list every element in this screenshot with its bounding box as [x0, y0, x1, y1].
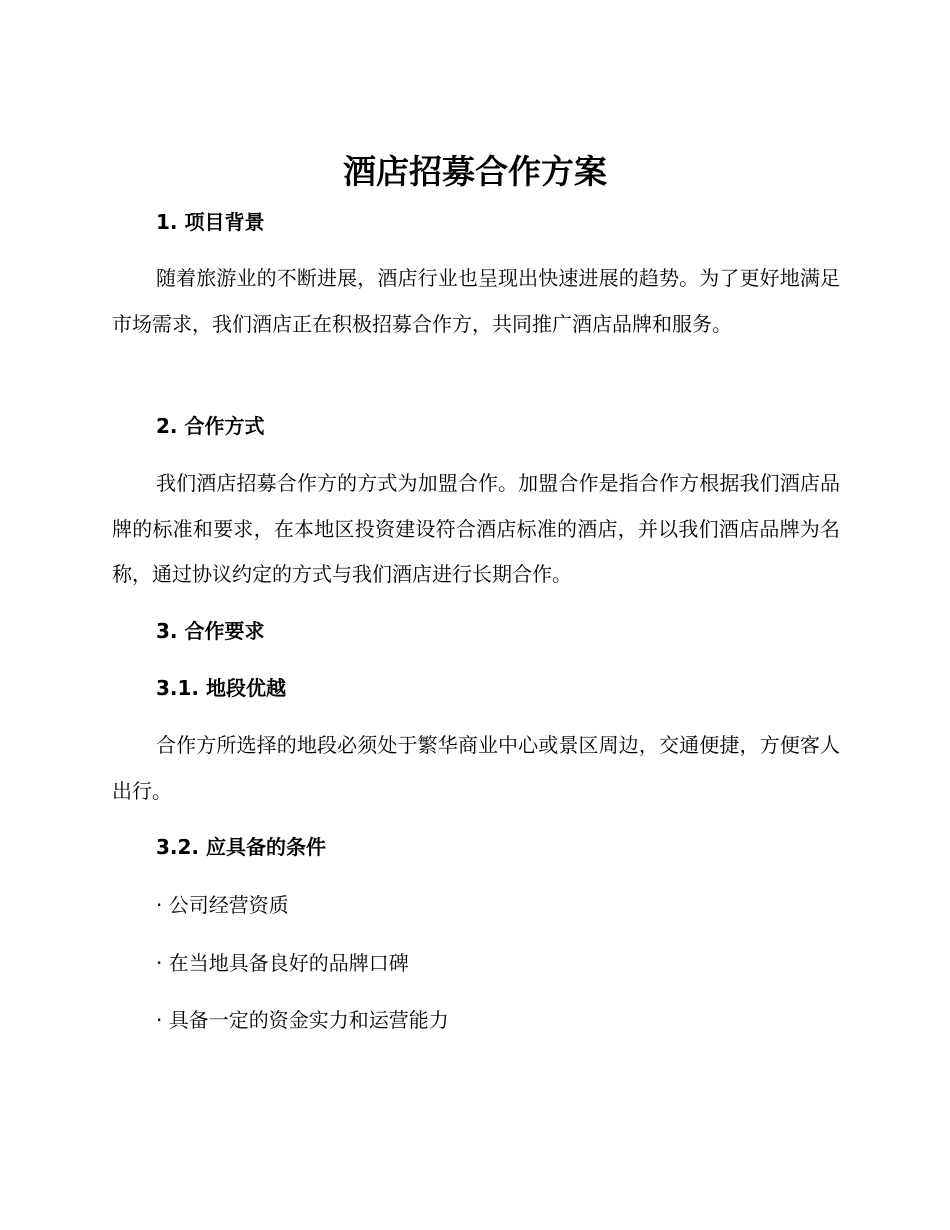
section-heading-background: 1. 项目背景: [156, 210, 265, 234]
list-item: · 在当地具备良好的品牌口碑: [156, 951, 409, 975]
section-paragraph-background: 随着旅游业的不断进展，酒店行业也呈现出快速进展的趋势。为了更好地满足市场需求，我们酒店正在积极招募合作方，共同推广酒店品牌和服务。: [112, 266, 840, 336]
section-heading-requirements: 3. 合作要求: [156, 619, 265, 643]
section-heading-cooperation-mode: 2. 合作方式: [156, 414, 265, 438]
subsection-heading-conditions: 3.2. 应具备的条件: [156, 835, 326, 859]
section-paragraph-cooperation-mode: 我们酒店招募合作方的方式为加盟合作。加盟合作是指合作方根据我们酒店品牌的标准和要求，在本地区投资建设符合酒店标准的酒店，并以我们酒店品牌为名称，通过协议约定的方式与我们酒店进行长期合作。: [112, 471, 840, 586]
list-item: · 具备一定的资金实力和运营能力: [156, 1008, 449, 1032]
list-item: · 公司经营资质: [156, 893, 289, 917]
document-title: 酒店招募合作方案: [343, 152, 607, 191]
subsection-heading-location: 3.1. 地段优越: [156, 676, 286, 700]
subsection-paragraph-location: 合作方所选择的地段必须处于繁华商业中心或景区周边，交通便捷，方便客人出行。: [112, 733, 840, 803]
